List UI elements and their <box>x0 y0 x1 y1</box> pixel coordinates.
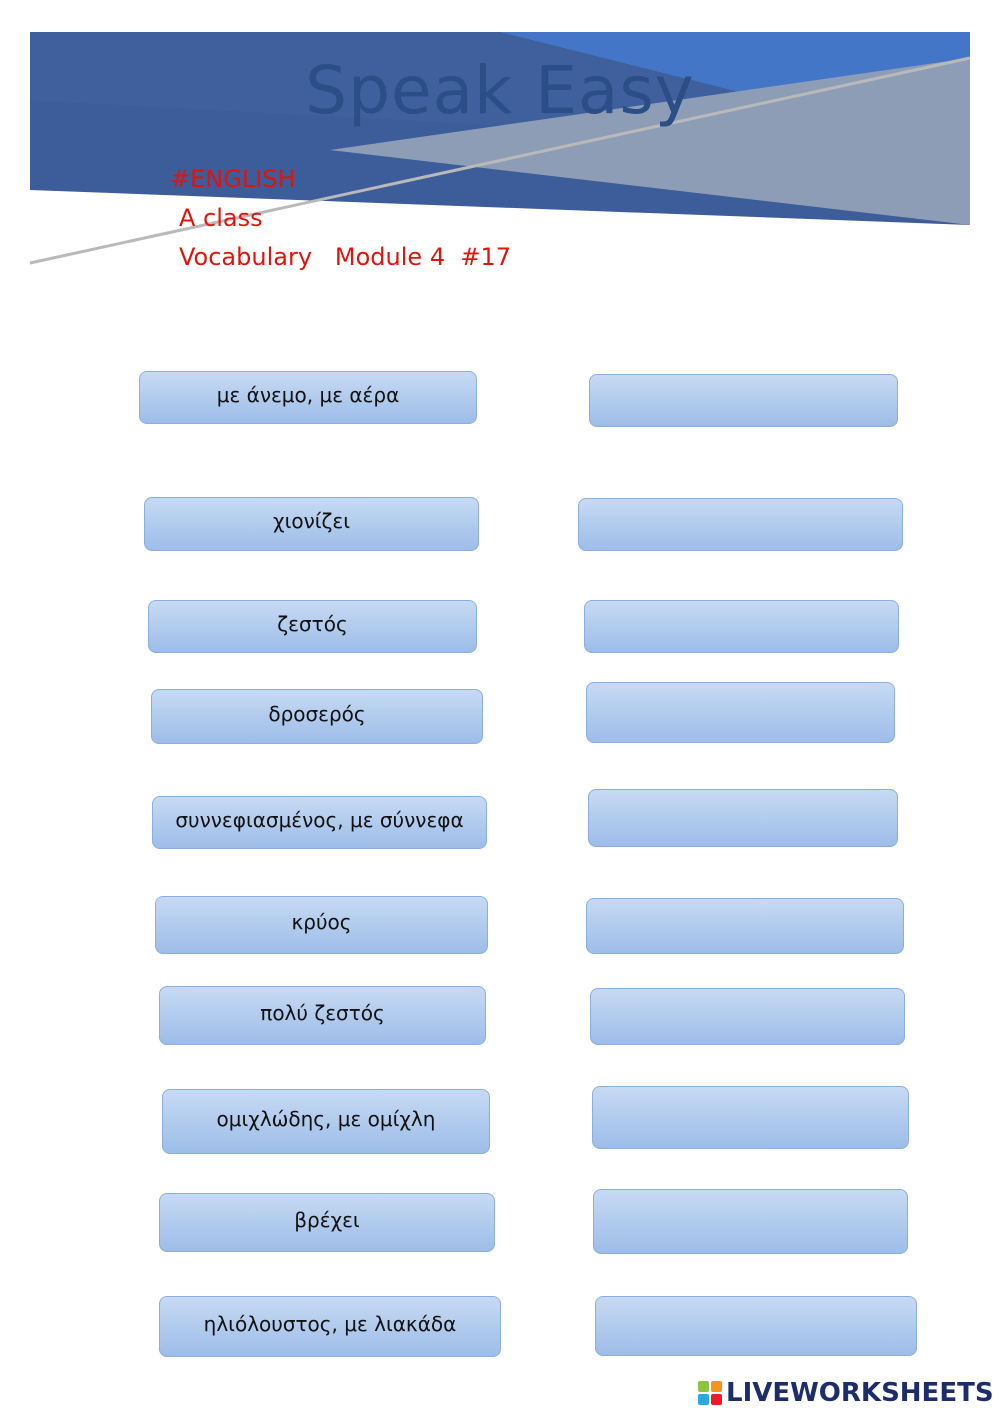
word-box[interactable]: κρύος <box>155 896 488 954</box>
logo-square <box>711 1394 722 1405</box>
word-box[interactable]: με άνεμο, με αέρα <box>139 371 477 424</box>
word-box[interactable]: πολύ ζεστός <box>159 986 486 1045</box>
word-box[interactable]: ομιχλώδης, με ομίχλη <box>162 1089 490 1154</box>
answer-box[interactable] <box>592 1086 909 1149</box>
answer-box[interactable] <box>584 600 899 653</box>
word-box[interactable]: ζεστός <box>148 600 477 653</box>
liveworksheets-logo-icon <box>698 1381 722 1405</box>
word-box[interactable]: ηλιόλουστος, με λιακάδα <box>159 1296 501 1357</box>
answer-box[interactable] <box>593 1189 908 1254</box>
logo-square <box>711 1381 722 1392</box>
answer-box[interactable] <box>589 374 898 427</box>
subject-label: #ENGLISH <box>170 165 296 193</box>
answer-box[interactable] <box>588 789 898 847</box>
answer-box[interactable] <box>590 988 905 1045</box>
answer-box[interactable] <box>595 1296 917 1356</box>
word-box[interactable]: δροσερός <box>151 689 483 744</box>
page-title: Speak Easy <box>305 52 695 129</box>
word-box[interactable]: συννεφιασμένος, με σύννεφα <box>152 796 487 849</box>
topic-label: Vocabulary Module 4 #17 <box>179 243 511 271</box>
liveworksheets-logo <box>698 1377 994 1409</box>
answer-box[interactable] <box>578 498 903 551</box>
answer-box[interactable] <box>586 898 904 954</box>
brand-name: LIVEWORKSHEETS <box>726 1378 994 1408</box>
word-box[interactable]: βρέχει <box>159 1193 495 1252</box>
logo-square <box>698 1381 709 1392</box>
answer-box[interactable] <box>586 682 895 743</box>
class-label: A class <box>179 204 263 232</box>
word-box[interactable]: χιονίζει <box>144 497 479 551</box>
logo-square <box>698 1394 709 1405</box>
